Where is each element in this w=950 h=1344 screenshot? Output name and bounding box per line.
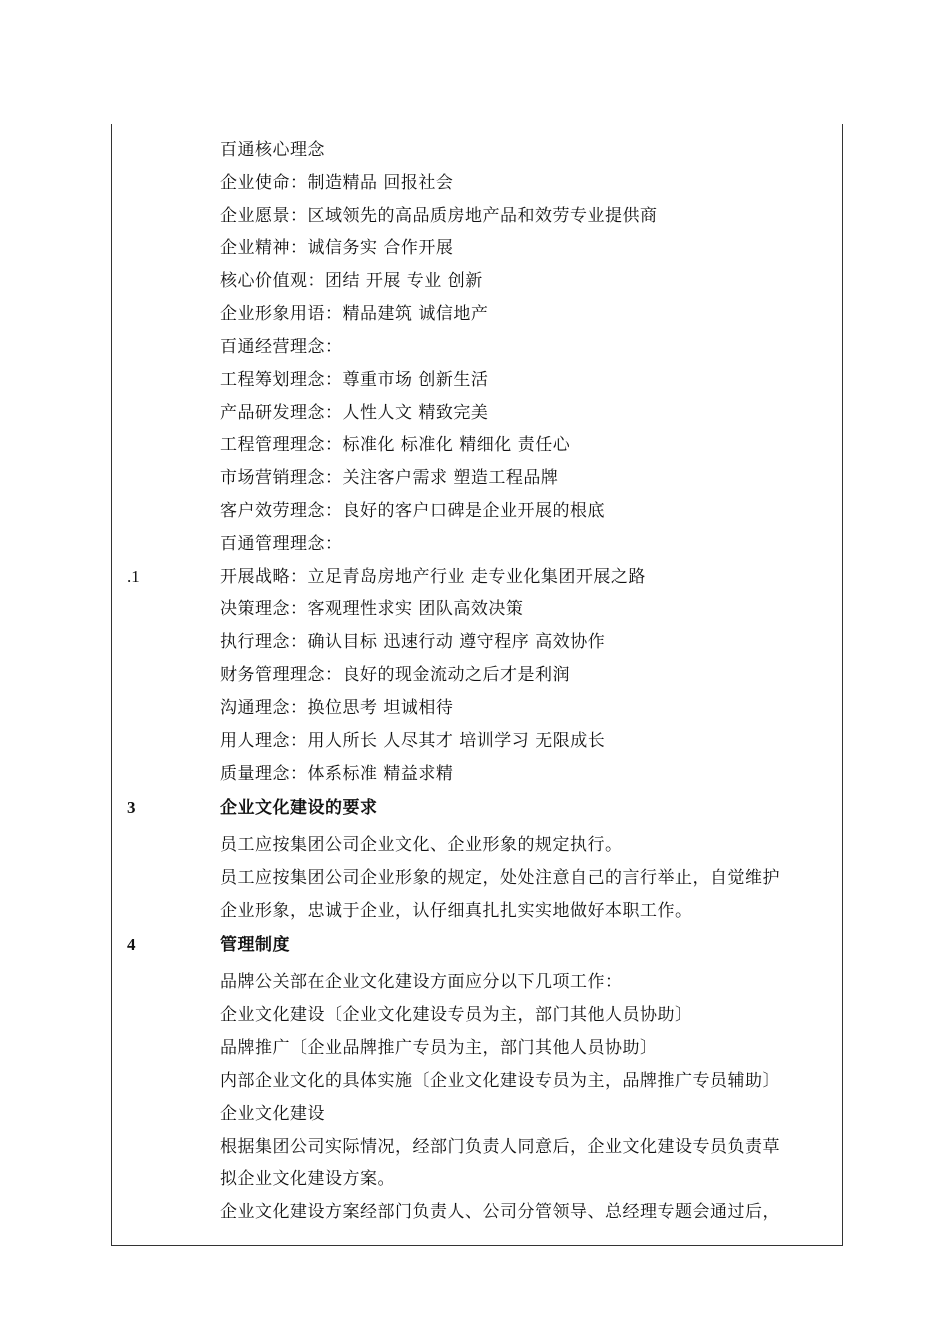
text-line: 客户效劳理念：良好的客户口碑是企业开展的根底 — [220, 501, 605, 521]
text-line: 质量理念：体系标准 精益求精 — [220, 764, 454, 784]
text-line: 百通核心理念 — [220, 140, 325, 160]
text-line: 工程筹划理念：尊重市场 创新生活 — [220, 370, 489, 390]
text-line: 内部企业文化的具体实施〔企业文化建设专员为主，品牌推广专员辅助〕 — [220, 1071, 780, 1091]
text-line: 企业形象，忠诚于企业，认仔细真扎扎实实地做好本职工作。 — [220, 901, 693, 921]
text-line: 员工应按集团公司企业文化、企业形象的规定执行。 — [220, 835, 623, 855]
text-line: 核心价值观：团结 开展 专业 创新 — [220, 271, 483, 291]
text-line: 开展战略：立足青岛房地产行业 走专业化集团开展之路 — [220, 567, 646, 587]
text-line: 企业愿景：区域领先的高品质房地产品和效劳专业提供商 — [220, 206, 658, 226]
text-line: 执行理念：确认目标 迅速行动 遵守程序 高效协作 — [220, 632, 606, 652]
text-line: 百通管理理念： — [220, 534, 343, 554]
text-line: 企业精神：诚信务实 合作开展 — [220, 238, 454, 258]
text-line: 拟企业文化建设方案。 — [220, 1169, 395, 1189]
section-number: 4 — [127, 935, 136, 954]
text-line: 决策理念：客观理性求实 团队高效决策 — [220, 599, 524, 619]
text-line: 产品研发理念：人性人文 精致完美 — [220, 403, 489, 423]
text-line: 市场营销理念：关注客户需求 塑造工程品牌 — [220, 468, 559, 488]
section-number: .1 — [127, 567, 140, 586]
section-number: 3 — [127, 798, 136, 817]
text-line: 企业文化建设 — [220, 1104, 325, 1124]
section-heading: 企业文化建设的要求 — [220, 798, 378, 818]
text-line: 用人理念：用人所长 人尽其才 培训学习 无限成长 — [220, 731, 606, 751]
text-line: 工程管理理念：标准化 标准化 精细化 责任心 — [220, 435, 571, 455]
text-line: 沟通理念：换位思考 坦诚相待 — [220, 698, 454, 718]
text-line: 企业形象用语：精品建筑 诚信地产 — [220, 304, 489, 324]
text-line: 品牌推广〔企业品牌推广专员为主，部门其他人员协助〕 — [220, 1038, 658, 1058]
text-line: 财务管理理念：良好的现金流动之后才是利润 — [220, 665, 570, 685]
text-line: 员工应按集团公司企业形象的规定，处处注意自己的言行举止，自觉维护 — [220, 868, 780, 888]
text-line: 百通经营理念： — [220, 337, 343, 357]
section-heading: 管理制度 — [220, 935, 290, 955]
text-line: 品牌公关部在企业文化建设方面应分以下几项工作： — [220, 972, 623, 992]
text-line: 企业文化建设方案经部门负责人、公司分管领导、总经理专题会通过后， — [220, 1202, 780, 1222]
text-line: 根据集团公司实际情况，经部门负责人同意后，企业文化建设专员负责草 — [220, 1137, 780, 1157]
text-line: 企业文化建设〔企业文化建设专员为主，部门其他人员协助〕 — [220, 1005, 693, 1025]
text-line: 企业使命：制造精品 回报社会 — [220, 173, 454, 193]
